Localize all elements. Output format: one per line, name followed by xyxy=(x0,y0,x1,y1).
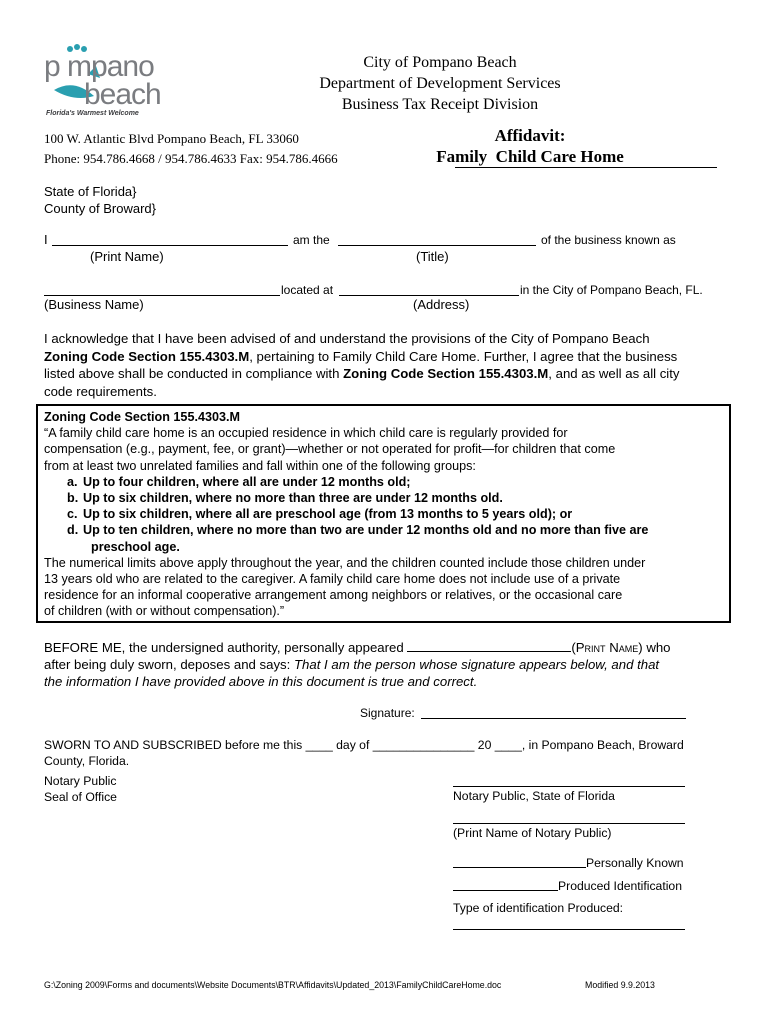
address-field[interactable] xyxy=(339,295,519,296)
seal-of-office-label: Seal of Office xyxy=(44,789,117,804)
print-name-field[interactable] xyxy=(52,245,288,246)
am-the-label: am the xyxy=(293,233,330,247)
oath-line-2: after being duly sworn, deposes and says: That I am the person whose signature appears below, and that xyxy=(44,657,660,672)
zoning-text-4: of children (with or without compensation).” xyxy=(44,604,285,619)
header-division: Business Tax Receipt Division xyxy=(341,96,539,113)
notary-public-label: Notary Public xyxy=(44,774,117,788)
zoning-line-3: from at least two unrelated families and fall within one of the following groups: xyxy=(44,458,476,473)
of-business-label: of the business known as xyxy=(541,233,676,247)
zoning-text-3: residence for an informal cooperative arrangement among neighbors or relatives, or the occasional care xyxy=(44,588,623,603)
title-caption: (Title) xyxy=(416,249,449,264)
located-at-label: located at xyxy=(281,283,334,297)
zoning-heading: Zoning Code Section 155.4303.M xyxy=(44,410,240,424)
notary-signature-field[interactable] xyxy=(453,786,685,787)
ack-line-2: Zoning Code Section 155.4303.M, pertaining to Family Child Care Home. Further, I agree that the business xyxy=(44,348,678,364)
address-caption: (Address) xyxy=(413,297,470,312)
affidavit-title: Affidavit: xyxy=(494,126,566,145)
notary-print-name-field[interactable] xyxy=(453,823,685,824)
produced-id-label: Produced Identification xyxy=(558,879,682,893)
zoning-text-2: 13 years old who are related to the caregiver. A family child care home does not include use of a private xyxy=(44,572,621,587)
acknowledgement-paragraph xyxy=(44,330,716,400)
type-id-label: Type of identification Produced: xyxy=(453,901,624,915)
oath-line-1: BEFORE ME, the undersigned authority, personally appeared (Print Name) who xyxy=(44,640,671,655)
zoning-item-a: a. Up to four children, where all are under 12 months old; xyxy=(67,474,411,489)
footer-modified: Modified 9.9.2013 xyxy=(585,980,655,990)
in-city-label: in the City of Pompano Beach, FL. xyxy=(520,283,703,297)
oath-paragraph xyxy=(44,639,671,690)
zoning-line-1: “A family child care home is an occupied residence in which child care is regularly provided for xyxy=(44,426,568,441)
oath-line-3: the information I have provided above in this document is true and correct. xyxy=(44,674,478,689)
ack-line-4: code requirements. xyxy=(44,383,157,399)
sworn-line-2: County, Florida. xyxy=(44,753,130,768)
zoning-item-d-cont: preschool age. xyxy=(91,539,180,554)
logo-wordmark-bottom: beach xyxy=(84,78,161,111)
header-divider xyxy=(455,167,717,168)
print-name-caption: (Print Name) xyxy=(90,249,164,264)
notary-print-name-caption: (Print Name of Notary Public) xyxy=(453,826,612,840)
footer-path: G:\Zoning 2009\Forms and documents\Website Documents\BTR\Affidavits\Updated_2013\FamilyChildCareHome.doc xyxy=(44,980,502,990)
venue-county: County of Broward} xyxy=(44,201,157,216)
ack-line-1: I acknowledge that I have been advised of and understand the provisions of the City of Pompano Beach xyxy=(44,331,650,346)
type-id-field[interactable] xyxy=(453,929,685,930)
zoning-item-d: d. Up to ten children, where no more than two are under 12 months old and no more than five are xyxy=(67,523,649,538)
header-address: 100 W. Atlantic Blvd Pompano Beach, FL 33060 xyxy=(44,131,299,146)
logo-wordmark-top: p mpano xyxy=(44,50,154,83)
city-logo xyxy=(44,44,164,122)
header-department: Department of Development Services xyxy=(319,75,561,92)
title-field[interactable] xyxy=(338,245,536,246)
zoning-item-b: b. Up to six children, where no more than three are under 12 months old. xyxy=(67,491,503,506)
zoning-item-c: c. Up to six children, where all are preschool age (from 13 months to 5 years old); or xyxy=(67,507,573,522)
ack-line-3: listed above shall be conducted in compliance with Zoning Code Section 155.4303.M, and as well as all city xyxy=(44,366,680,381)
personally-known-label: Personally Known xyxy=(586,856,684,870)
produced-id-field[interactable] xyxy=(453,890,558,891)
i-label: I xyxy=(44,232,48,247)
header-phone: Phone: 954.786.4668 / 954.786.4633 Fax: 954.786.4666 xyxy=(44,151,338,166)
header-city: City of Pompano Beach xyxy=(363,54,517,71)
personally-known-field[interactable] xyxy=(453,867,586,868)
affidavit-subtitle: Family Child Care Home xyxy=(436,147,624,166)
signature-label: Signature: xyxy=(360,706,415,720)
notary-state-label: Notary Public, State of Florida xyxy=(453,789,615,803)
logo-tagline: Florida's Warmest Welcome xyxy=(46,110,139,117)
sworn-line-1: SWORN TO AND SUBSCRIBED before me this ____ day of _______________ 20 ____, in Pompano Beach, Broward xyxy=(44,738,684,752)
venue-state: State of Florida} xyxy=(44,184,137,199)
signature-field[interactable] xyxy=(421,718,686,719)
appeared-name-field[interactable] xyxy=(407,639,571,652)
zoning-text-1: The numerical limits above apply throughout the year, and the children counted include those children under xyxy=(44,555,646,570)
zoning-line-2: compensation (e.g., payment, fee, or grant)—whether or not operated for profit—for children that come xyxy=(44,442,616,457)
business-name-field[interactable] xyxy=(44,295,280,296)
business-name-caption: (Business Name) xyxy=(44,297,144,312)
